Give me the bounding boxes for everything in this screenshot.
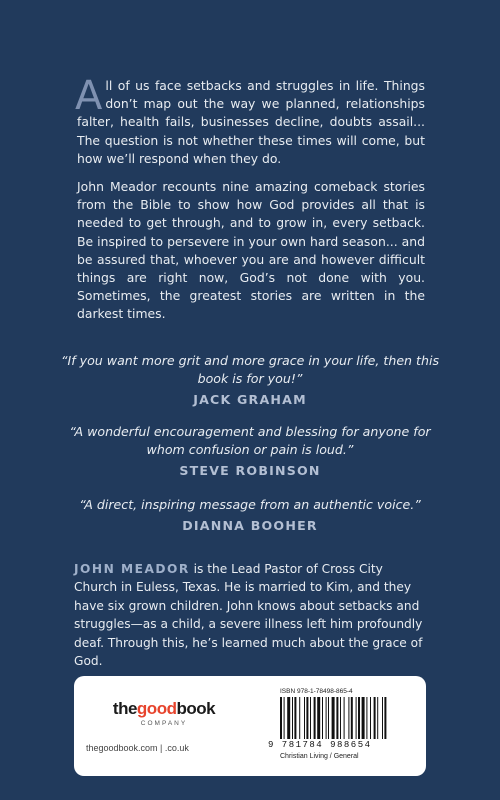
- barcode-bar: [284, 697, 285, 739]
- publisher-logo-subtitle: COMPANY: [140, 720, 188, 727]
- barcode-bar: [326, 697, 327, 739]
- barcode-icon: [280, 697, 406, 739]
- blurb-paragraph-2: John Meador recounts nine amazing comeback stories from the Bible to show how God provides all that is needed to get through, and to grow in, every setback. Be inspired to persevere in your own hard season... and be assured that, whoever you are and however difficult things are right now, God’s not done with you. Sometimes, the greatest stories are written in the darkest times.: [77, 179, 425, 322]
- endorsement: [60, 496, 440, 533]
- isbn-label: ISBN 978-1-78498-865-4: [280, 688, 353, 695]
- barcode-digits: 9 781784 988654: [268, 740, 372, 750]
- endorsement-quote: “A direct, inspiring message from an authentic voice.”: [79, 497, 421, 512]
- endorsement-author: JACK GRAHAM: [193, 392, 307, 407]
- logo-part: the: [112, 699, 137, 718]
- publisher-website: thegoodbook.com | .co.uk: [86, 743, 189, 753]
- barcode-bar: [332, 697, 335, 739]
- drop-cap: A: [75, 73, 103, 119]
- barcode-bar: [356, 697, 357, 739]
- barcode-bar: [377, 697, 378, 739]
- barcode-bar: [328, 697, 329, 739]
- logo-part: book: [176, 699, 216, 718]
- barcode-bar: [299, 697, 300, 739]
- endorsement-quote: “A wonderful encouragement and blessing for anyone for whom confusion or pain is loud.”: [69, 424, 431, 457]
- barcode-bar: [366, 697, 367, 739]
- barcode-bar: [384, 697, 386, 739]
- publisher-logo-wordmark: [89, 699, 239, 719]
- barcode-block: [260, 688, 415, 766]
- endorsement-author: DIANNA BOOHER: [182, 518, 318, 533]
- endorsement: [60, 352, 440, 407]
- author-bio: [74, 560, 426, 670]
- barcode-bar: [314, 697, 316, 739]
- logo-part-accent: good: [136, 699, 177, 718]
- blurb-paragraph-1-text: ll of us face setbacks and struggles in life. Things don’t map out the way we planned, relationships falter, health fails, businesses decline, doubts assail... The question is not whether these times will come, but how we’ll respond when they do.: [77, 78, 425, 166]
- barcode-bar: [310, 697, 311, 739]
- publisher-logo: [89, 699, 239, 727]
- barcode-bar: [304, 697, 305, 739]
- barcode-bar: [382, 697, 383, 739]
- blurb-paragraph-1: [75, 73, 425, 168]
- endorsement: [60, 423, 440, 478]
- barcode-bar: [358, 697, 360, 739]
- barcode-bar: [287, 697, 290, 739]
- barcode-bar: [306, 697, 308, 739]
- barcode-bar: [370, 697, 371, 739]
- barcode-bar: [374, 697, 376, 739]
- barcode-bar: [344, 697, 345, 739]
- barcode-bar: [340, 697, 341, 739]
- barcode-bar: [292, 697, 293, 739]
- barcode-bar: [348, 697, 349, 739]
- author-bio-text: is the Lead Pastor of Cross City Church in Euless, Texas. He is married to Kim, and they have six grown children. John knows about setbacks and struggles—as a child, a severe illness left him profoundly deaf. Through this, he’s learned much about the grace of God.: [74, 562, 423, 669]
- endorsement-quote: “If you want more grit and more grace in your life, then this book is for you!”: [60, 353, 440, 386]
- barcode-bar: [280, 697, 282, 739]
- back-cover-blurb: [75, 73, 425, 334]
- endorsement-author: STEVE ROBINSON: [179, 463, 321, 478]
- barcode-bar: [317, 697, 320, 739]
- barcode-bar: [294, 697, 296, 739]
- barcode-bar: [322, 697, 323, 739]
- publisher-panel: [74, 676, 426, 776]
- barcode-bar: [336, 697, 338, 739]
- barcode-bar: [351, 697, 353, 739]
- book-category: Christian Living / General: [280, 753, 359, 760]
- barcode-bar: [362, 697, 365, 739]
- author-name: JOHN MEADOR: [74, 562, 190, 576]
